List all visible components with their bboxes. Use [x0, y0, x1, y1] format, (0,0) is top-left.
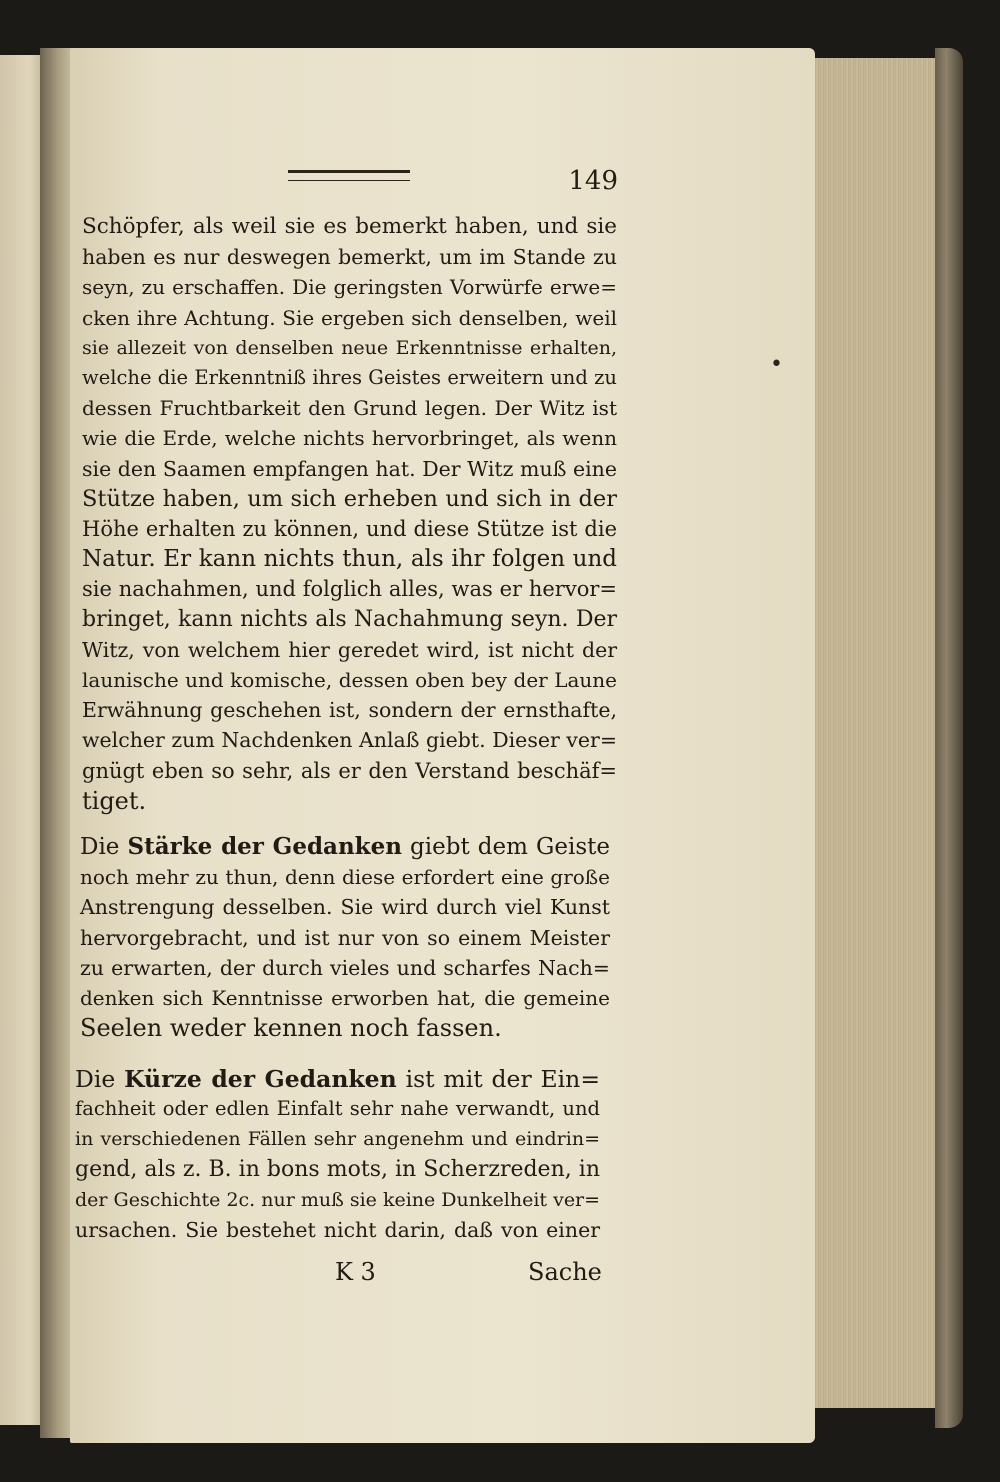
text-line: hervorgebracht, und ist nur von so einem Meister	[80, 925, 610, 950]
paragraph-lead: Die	[75, 1065, 125, 1093]
margin-dot: •	[770, 352, 783, 377]
text-line: sie den Saamen empfangen hat. Der Witz muß eine	[82, 456, 617, 481]
catchword: Sache	[528, 1258, 602, 1286]
text-line: tiget.	[82, 786, 147, 815]
text-line: Natur. Er kann nichts thun, als ihr folgen und	[82, 546, 617, 573]
text-line: gnügt eben so sehr, als er den Verstand beschäf=	[82, 758, 617, 783]
text-line: cken ihre Achtung. Sie ergeben sich denselben, weil	[82, 305, 617, 330]
text-line: launische und komische, dessen oben bey der Laune	[82, 668, 617, 693]
text-line: ursachen. Sie bestehet nicht darin, daß von einer	[75, 1218, 600, 1243]
text-line: seyn, zu erschaffen. Die geringsten Vorwürfe erwe=	[82, 275, 617, 300]
paragraph-2	[80, 832, 610, 1043]
text-line: sie allezeit von denselben neue Erkenntnisse erhalten,	[82, 336, 617, 359]
text-line: bringet, kann nichts als Nachahmung seyn. Der	[82, 606, 617, 632]
paragraph-1	[82, 212, 617, 816]
signature-mark: K 3	[335, 1258, 376, 1286]
text-line: dessen Fruchtbarkeit den Grund legen. Der Witz ist	[82, 396, 617, 421]
text-line: denken sich Kenntnisse erworben hat, die gemeine	[80, 986, 610, 1011]
book-cover-edge	[935, 48, 963, 1428]
text-line: Höhe erhalten zu können, und diese Stütze ist die	[82, 517, 617, 542]
first-line-rest: giebt dem Geiste	[401, 834, 610, 860]
text-line: gend, als z. B. in bons mots, in Scherzreden, in	[75, 1156, 600, 1182]
text-line: Schöpfer, als weil sie es bemerkt haben, und sie	[82, 214, 617, 239]
text-line: noch mehr zu thun, denn diese erfordert eine große	[80, 865, 610, 890]
paragraph-3	[75, 1064, 600, 1245]
text-line: Erwähnung geschehen ist, sondern der ernsthafte,	[82, 698, 617, 723]
text-line: Stütze haben, um sich erheben und sich in der	[82, 485, 617, 512]
paragraph-first-line	[75, 1064, 600, 1094]
text-line: zu erwarten, der durch vieles und scharfes Nach=	[80, 955, 610, 980]
text-line: fachheit oder edlen Einfalt sehr nahe verwandt, und	[75, 1097, 600, 1121]
paragraph-first-line	[80, 832, 610, 862]
text-line: Witz, von welchem hier geredet wird, ist nicht der	[82, 637, 617, 662]
page-number: 149	[568, 166, 618, 196]
bold-phrase: Stärke der Gedanken	[127, 833, 402, 860]
text-line: Anstrengung desselben. Sie wird durch viel Kunst	[80, 895, 610, 920]
text-line: der Geschichte 2c. nur muß sie keine Dunkelheit ver=	[75, 1188, 601, 1211]
header-rule	[288, 170, 410, 181]
first-line-rest: ist mit der Ein=	[396, 1065, 601, 1093]
text-line: sie nachahmen, und folglich alles, was er hervor=	[82, 577, 617, 602]
bold-phrase: Kürze der Gedanken	[124, 1065, 397, 1093]
text-line: welcher zum Nachdenken Anlaß giebt. Dieser ver=	[82, 728, 617, 753]
paragraph-lead: Die	[80, 834, 128, 860]
text-line: wie die Erde, welche nichts hervorbringet, als wenn	[82, 426, 617, 451]
text-line: welche die Erkenntniß ihres Geistes erweitern und zu	[82, 366, 617, 390]
text-line: in verschiedenen Fällen sehr angenehm und eindrin=	[75, 1128, 600, 1151]
text-line: Seelen weder kennen noch fassen.	[80, 1014, 502, 1043]
text-line: haben es nur deswegen bemerkt, um im Stande zu	[82, 245, 617, 270]
